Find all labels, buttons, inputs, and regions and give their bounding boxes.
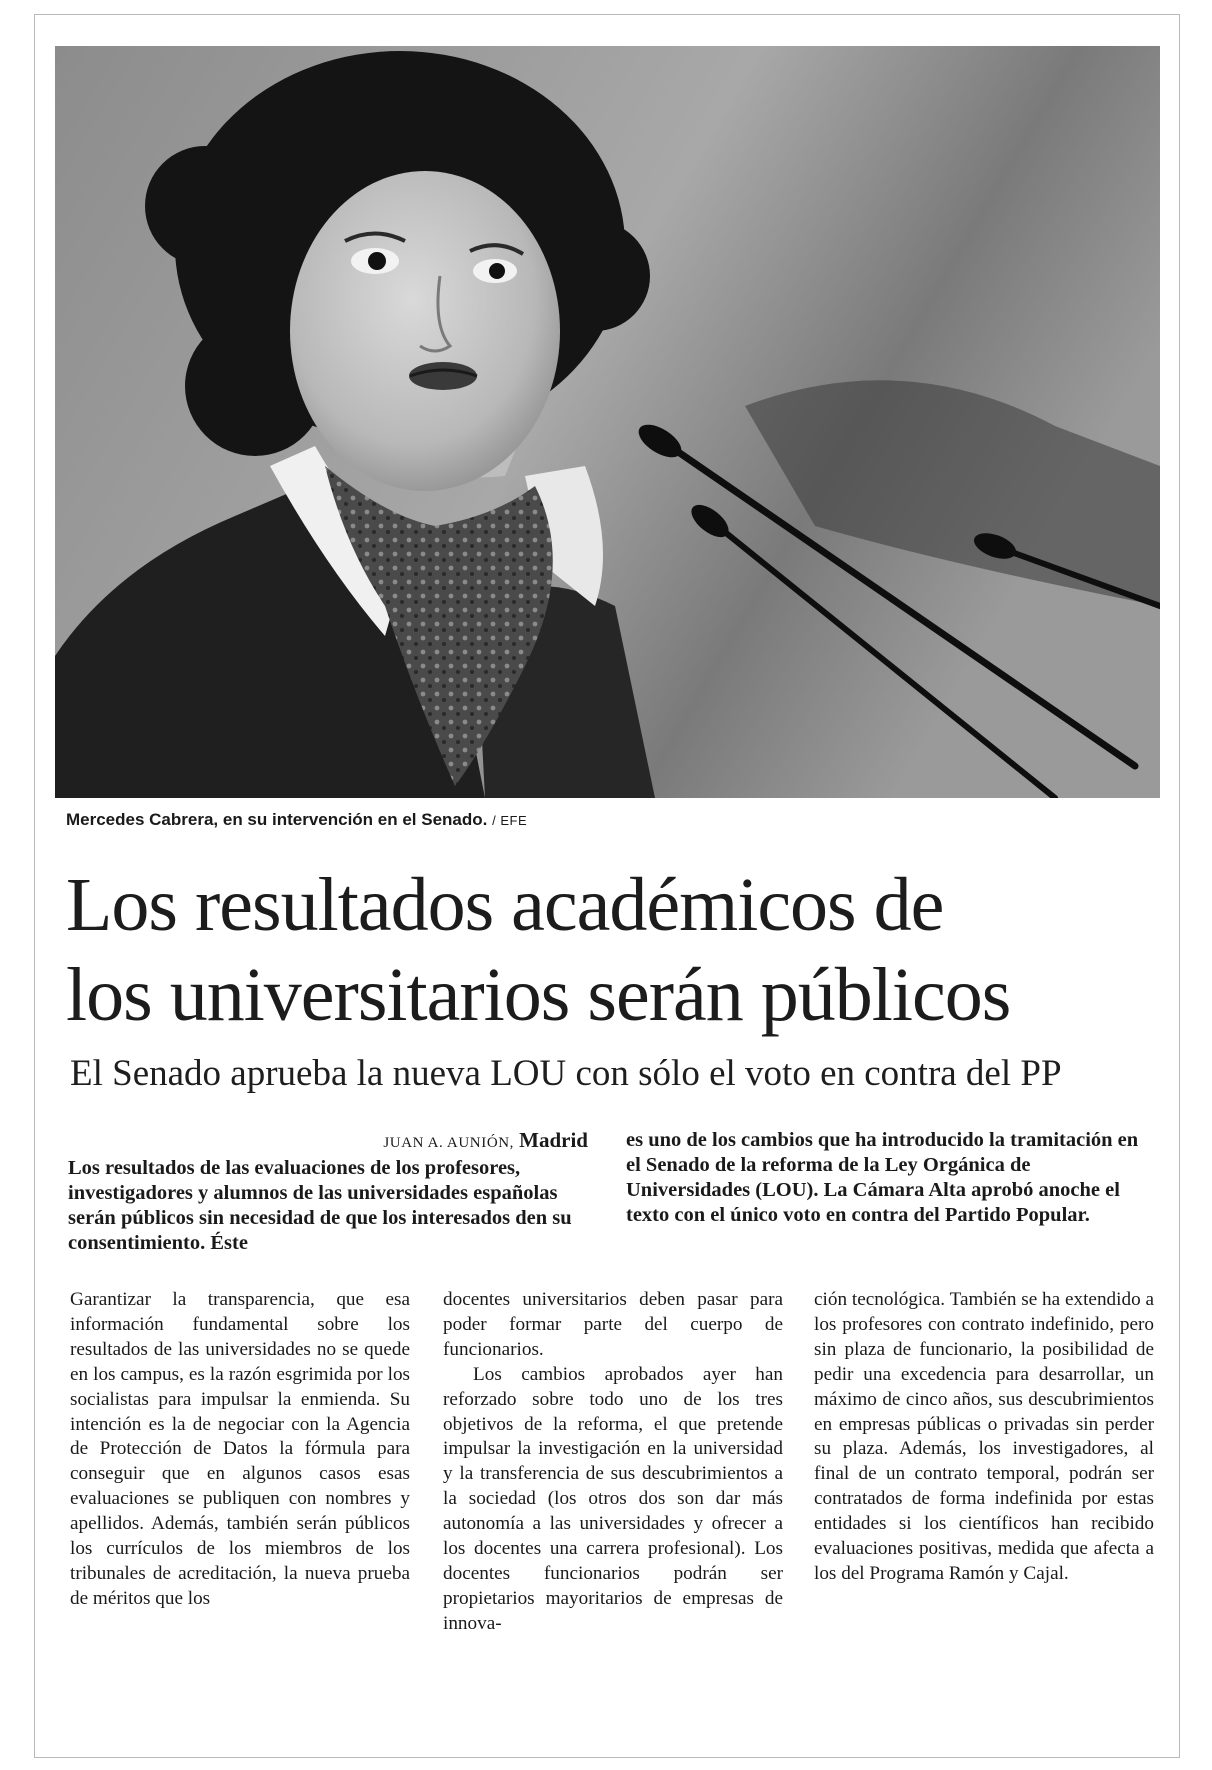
body-column-3 [814,1288,1154,1587]
headline-line-1: Los resultados académicos de [66,863,944,947]
byline-author: JUAN A. AUNIÓN, [383,1135,515,1151]
body-paragraph: Los cambios aprobados ayer han reforzado sobre todo uno de los tres objetivos de la reforma, el que pretende impulsar la investigación en la universidad y la transferencia de sus descubrimientos a la sociedad (los otros dos son dar más autonomía a las universidades y ofrecer a los docentes una carrera profesional). Los docentes funcionarios podrán ser propietarios mayoritarios de empresas de innova- [443,1363,783,1634]
lead-text-right: es uno de los cambios que ha introducido la tramitación en el Senado de la reforma de la Ley Orgánica de Universidades (LOU). La Cámara Alta aprobó anoche el texto con el único voto en contra del Partido Popular. [626,1129,1139,1226]
byline-city: Madrid [519,1128,588,1152]
headline [66,860,1166,1040]
body-paragraph: ción tecnológica. También se ha extendido a los profesores con contrato indefinido, pero sin plaza de funcionario, la posibilidad de pedir una excedencia para desarrollar, un máximo de cinco años, sus descubrimientos en empresas públicas o privadas sin perder su plaza. Además, los investigadores, al final de un contrato temporal, podrán ser contratados de forma indefinida por estas entidades si los científicos han recibido evaluaciones positivas, medida que afecta a los del Programa Ramón y Cajal. [814,1289,1154,1584]
body-column-2 [443,1288,783,1637]
body-column-1 [70,1288,410,1612]
caption-text: Mercedes Cabrera, en su intervención en el Senado. [66,810,488,829]
photo-caption [66,810,527,830]
body-paragraph: Garantizar la transparencia, que esa información fundamental sobre los resultados de las universidades no se quede en los campus, es la razón esgrimida por los socialistas para impulsar la enmienda. Su intención es la de negociar con la Agencia de Protección de Datos la fórmula para conseguir que en algunos casos esas evaluaciones se publiquen con nombres y apellidos. Además, también serán públicos los currículos de los miembros de los tribunales de acreditación, la nueva prueba de méritos que los [70,1289,410,1609]
lead-paragraph-right [626,1128,1146,1228]
byline [68,1128,588,1156]
photo-credit: / EFE [492,813,528,828]
lead-text-left: Los resultados de las evaluaciones de los profesores, investigadores y alumnos de las universidades españolas serán públicos sin necesidad de que los interesados den su consentimiento. Éste [68,1157,572,1254]
body-paragraph: docentes universitarios deben pasar para poder formar parte del cuerpo de funcionarios. [443,1289,783,1360]
news-photo [55,46,1160,798]
headline-line-2: los universitarios serán públicos [66,953,1011,1037]
subheadline: El Senado aprueba la nueva LOU con sólo el voto en contra del PP [70,1053,1062,1094]
lead-paragraph-left [68,1128,588,1256]
